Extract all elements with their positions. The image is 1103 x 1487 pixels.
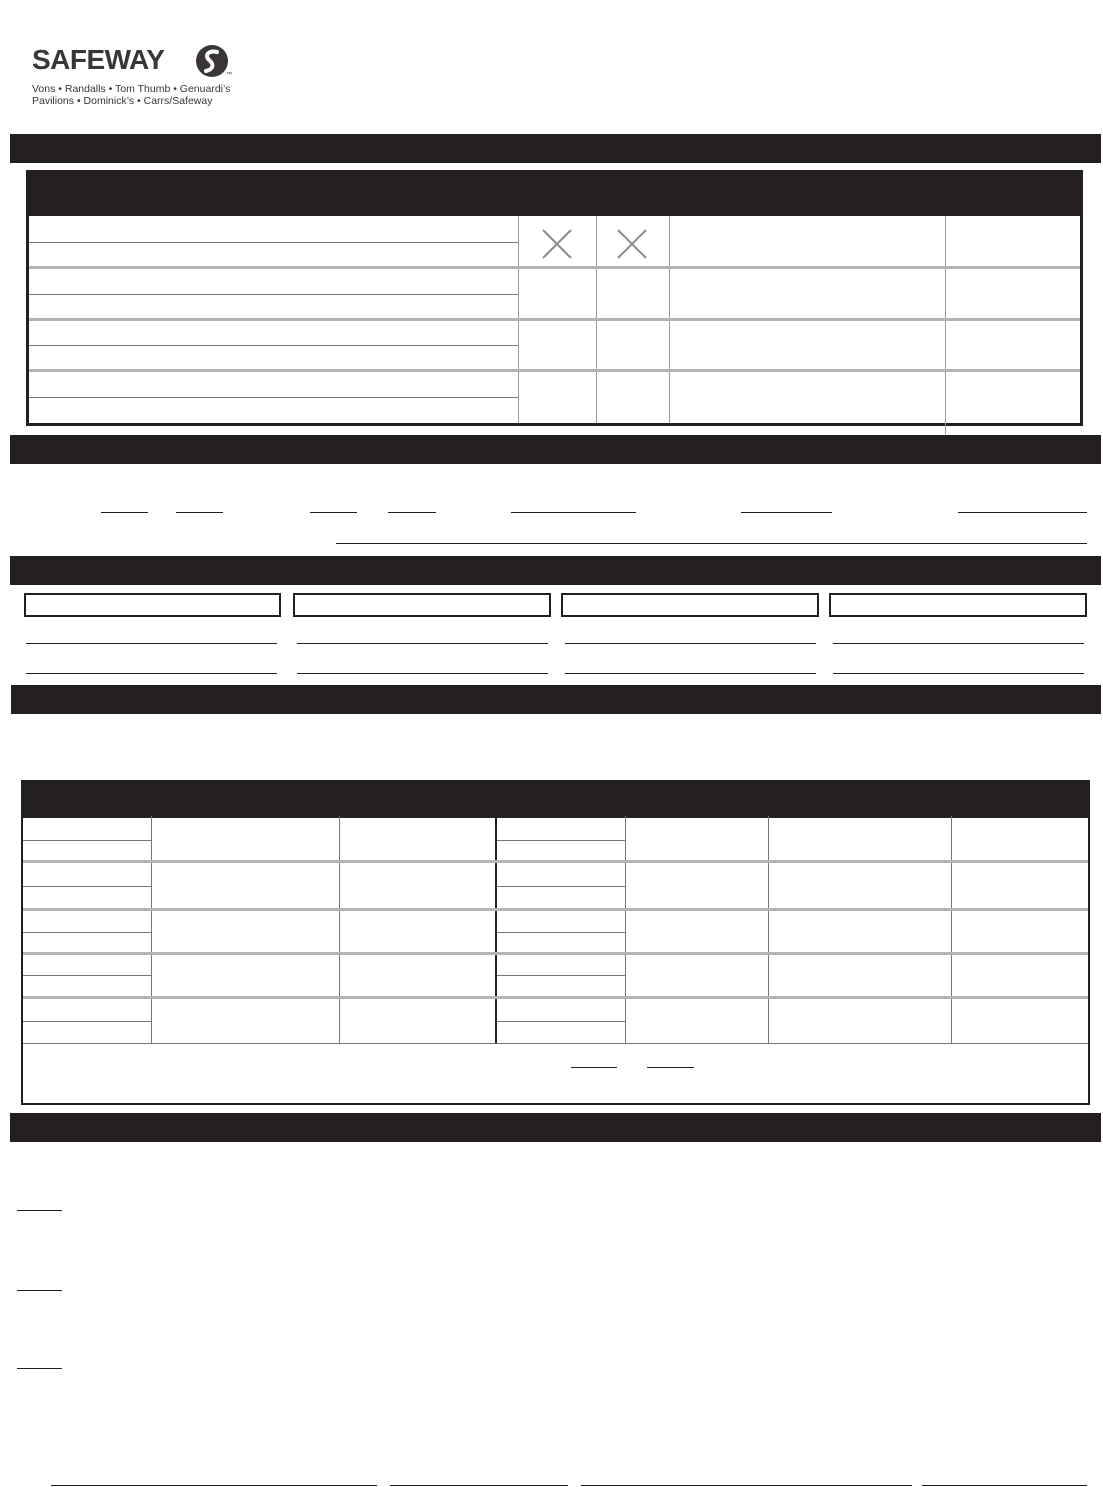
brand-logo	[32, 42, 232, 112]
s3-blank-1a[interactable]	[26, 643, 277, 644]
s2-blank-5[interactable]	[511, 512, 636, 513]
s4-col-divider-1	[151, 816, 152, 1043]
section-bar-5	[10, 1113, 1101, 1142]
s3-blank-3b[interactable]	[565, 673, 816, 674]
s4-subrow-a3	[23, 932, 151, 933]
s4-subrow-a1	[23, 840, 151, 841]
s4-subrow-b3	[497, 932, 625, 933]
s4-row-divider-5	[23, 1043, 1088, 1044]
s4-subrow-b4	[497, 975, 625, 976]
s1-subrow-line-2	[29, 294, 518, 295]
s2-blank-6[interactable]	[741, 512, 832, 513]
signature-line-2[interactable]	[390, 1485, 568, 1486]
s3-field-box-1[interactable]	[24, 593, 281, 617]
s2-blank-3[interactable]	[310, 512, 357, 513]
brand-tagline-2: Pavilions • Dominick’s • Carrs/Safeway	[32, 95, 213, 107]
s1-subrow-line-4	[29, 397, 518, 398]
section-bar-2	[10, 435, 1101, 464]
s4-subrow-a5	[23, 1021, 151, 1022]
s4-row-divider-2	[23, 908, 1088, 911]
x-mark-icon	[541, 228, 573, 260]
safeway-s-icon	[194, 44, 230, 78]
s3-blank-1b[interactable]	[26, 673, 277, 674]
signature-line-1[interactable]	[51, 1485, 377, 1486]
section-1-table	[26, 170, 1083, 426]
s3-field-box-3[interactable]	[561, 593, 819, 617]
s1-row-divider-1	[29, 266, 1080, 269]
s1-row-divider-2	[29, 318, 1080, 321]
s2-blank-2[interactable]	[176, 512, 223, 513]
s1-subrow-line-1	[29, 242, 518, 243]
s2-blank-4[interactable]	[388, 512, 436, 513]
s4-blank-1[interactable]	[571, 1067, 617, 1068]
s3-blank-4a[interactable]	[833, 643, 1084, 644]
brand-tagline-1: Vons • Randalls • Tom Thumb • Genuardi’s	[32, 83, 231, 95]
s4-subrow-a2	[23, 886, 151, 887]
s5-initial-blank-1[interactable]	[17, 1210, 62, 1211]
x-mark-icon	[616, 228, 648, 260]
s4-subrow-a4	[23, 975, 151, 976]
s1-col-divider-4	[945, 216, 946, 434]
s3-blank-4b[interactable]	[833, 673, 1084, 674]
s1-row-divider-3	[29, 369, 1080, 372]
section-4-table-header	[23, 782, 1088, 818]
brand-wordmark: SAFEWAY	[32, 44, 165, 75]
section-bar-4	[11, 685, 1101, 714]
s4-col-divider-6	[951, 816, 952, 1043]
s4-blank-2[interactable]	[647, 1067, 694, 1068]
s4-col-divider-5	[768, 816, 769, 1043]
s3-blank-3a[interactable]	[565, 643, 816, 644]
s4-subrow-b1	[497, 840, 625, 841]
signature-line-3[interactable]	[581, 1485, 912, 1486]
s3-field-box-2[interactable]	[293, 593, 551, 617]
s4-row-divider-4	[23, 996, 1088, 999]
s3-field-box-4[interactable]	[829, 593, 1087, 617]
s4-col-divider-2	[339, 816, 340, 1043]
s5-initial-blank-2[interactable]	[17, 1290, 62, 1291]
s4-col-divider-4	[625, 816, 626, 1043]
s4-subrow-b5	[497, 1021, 625, 1022]
signature-line-4[interactable]	[922, 1485, 1087, 1486]
s3-blank-2a[interactable]	[297, 643, 548, 644]
s5-initial-blank-3[interactable]	[17, 1368, 62, 1369]
s4-col-divider-3	[495, 816, 497, 1043]
s2-blank-long[interactable]	[336, 543, 1087, 544]
s4-subrow-b2	[497, 886, 625, 887]
s2-blank-1[interactable]	[101, 512, 148, 513]
s2-blank-7[interactable]	[958, 512, 1087, 513]
brand-trademark: ™	[226, 72, 232, 78]
section-bar-3	[10, 556, 1101, 585]
s4-row-divider-1	[23, 860, 1088, 863]
section-bar-1	[10, 134, 1101, 163]
section-4-table	[21, 780, 1090, 1105]
s1-subrow-line-3	[29, 345, 518, 346]
s4-row-divider-3	[23, 952, 1088, 955]
section-1-table-header	[29, 173, 1080, 216]
s3-blank-2b[interactable]	[297, 673, 548, 674]
